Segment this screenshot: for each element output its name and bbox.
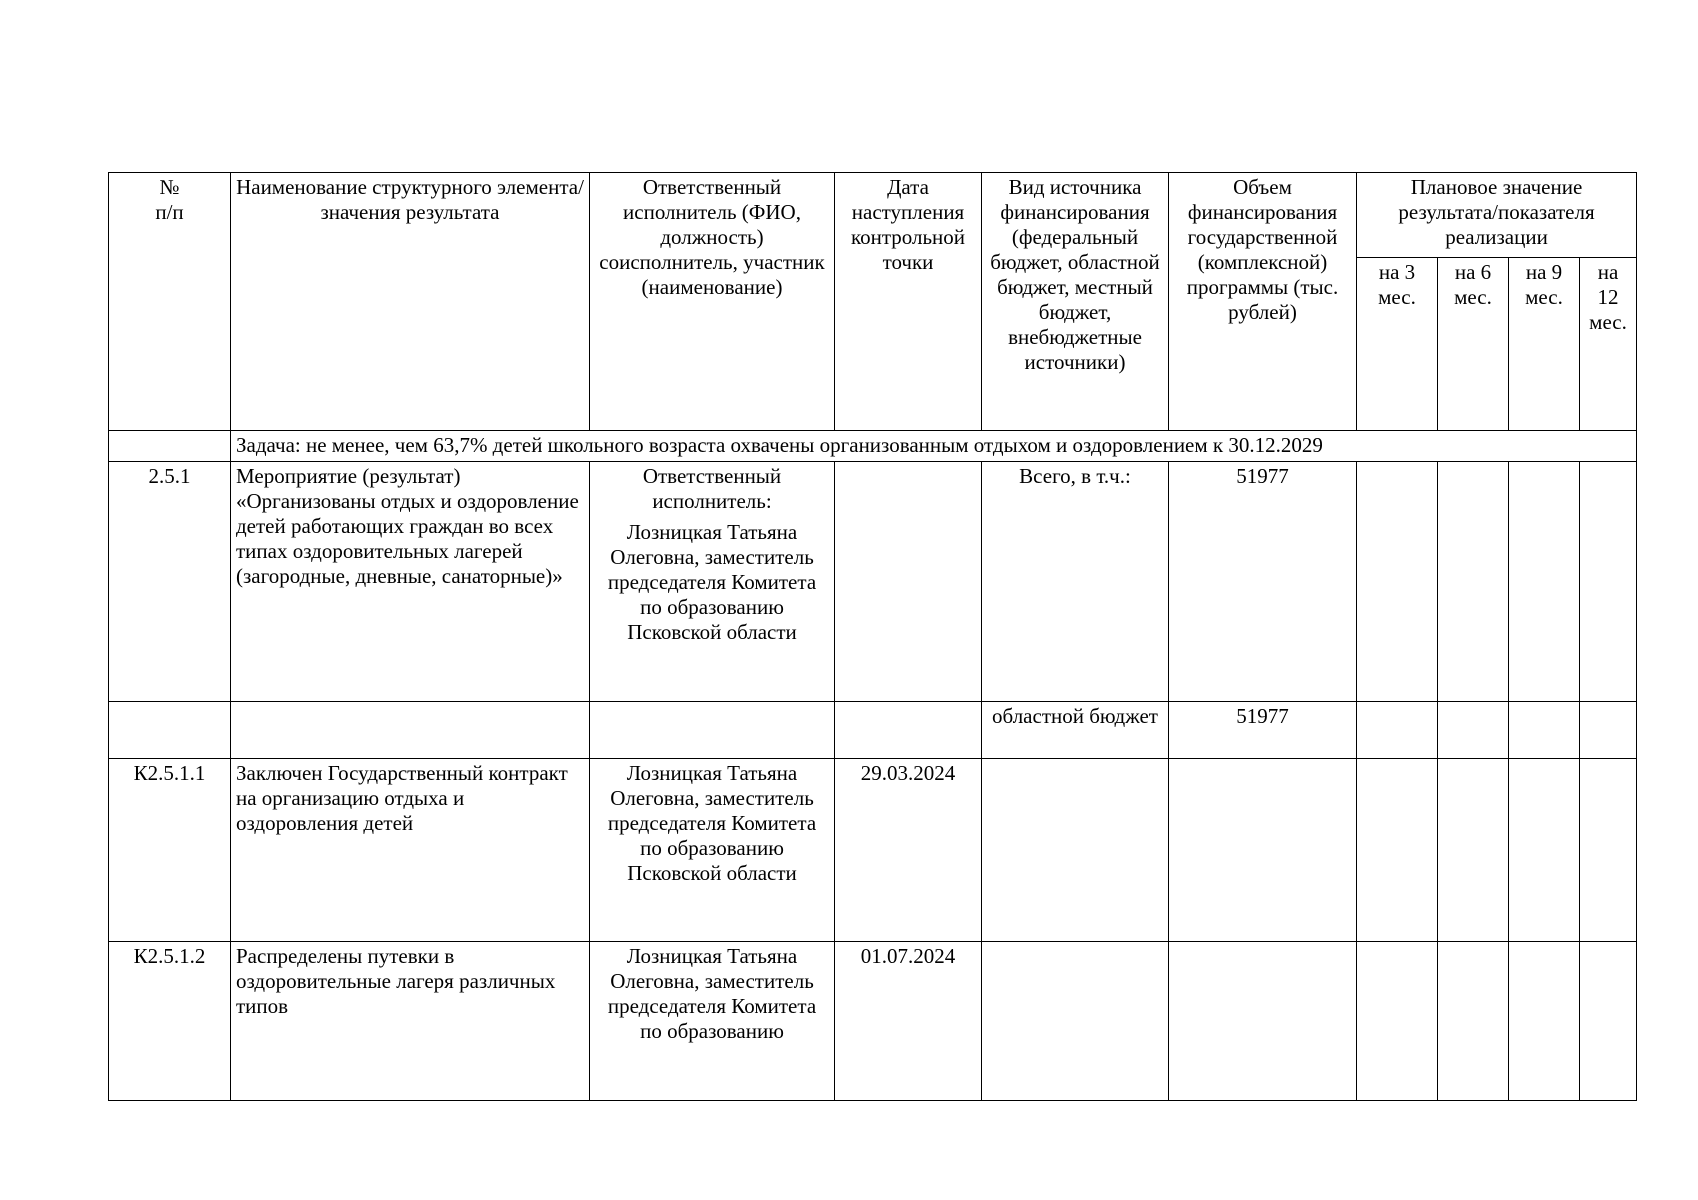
responsible-label: Ответственный исполнитель: (642, 464, 782, 513)
row-num (109, 702, 231, 759)
row-m9 (1509, 462, 1580, 702)
row-source (982, 759, 1169, 942)
header-num: № п/п (109, 173, 231, 431)
header-source: Вид источника финансирования (федеральный бюджет, областной бюджет, местный бюджет, внебюджетные источники) (982, 173, 1169, 431)
row-m12 (1580, 759, 1637, 942)
row-volume (1169, 942, 1357, 1101)
row-m9 (1509, 759, 1580, 942)
header-m12: на 12 мес. (1580, 258, 1637, 431)
table-row (109, 759, 1637, 942)
header-name: Наименование структурного элемента/ значения результата (231, 173, 590, 431)
responsible-text: Лозницкая Татьяна Олеговна, заместитель председателя Комитета по образованию Псковской области (607, 520, 817, 644)
row-date: 01.07.2024 (835, 942, 982, 1101)
header-row (109, 173, 1637, 258)
header-m9: на 9 мес. (1509, 258, 1580, 431)
row-m9 (1509, 702, 1580, 759)
row-name (231, 702, 590, 759)
table-row (109, 702, 1637, 759)
row-responsible (590, 462, 835, 702)
header-planned: Плановое значение результата/показателя реализации (1357, 173, 1637, 258)
row-m9 (1509, 942, 1580, 1101)
row-name: Распределены путевки в оздоровительные лагеря различных типов (231, 942, 590, 1101)
row-m3 (1357, 942, 1438, 1101)
row-num: К2.5.1.2 (109, 942, 231, 1101)
row-m6 (1438, 759, 1509, 942)
row-m6 (1438, 702, 1509, 759)
row-source: Всего, в т.ч.: (982, 462, 1169, 702)
row-responsible (590, 702, 835, 759)
header-volume: Объем финансирования государственной (комплексной) программы (тыс. рублей) (1169, 173, 1357, 431)
row-volume: 51977 (1169, 462, 1357, 702)
row-responsible: Лозницкая Татьяна Олеговна, заместитель председателя Комитета по образованию Псковской области (590, 759, 835, 942)
row-m6 (1438, 942, 1509, 1101)
row-m3 (1357, 462, 1438, 702)
header-m3: на 3 мес. (1357, 258, 1438, 431)
row-num: К2.5.1.1 (109, 759, 231, 942)
header-responsible: Ответственный исполнитель (ФИО, должность) соисполнитель, участник (наименование) (590, 173, 835, 431)
row-m3 (1357, 702, 1438, 759)
plan-table (108, 172, 1637, 1101)
row-date (835, 702, 982, 759)
task-row (109, 431, 1637, 462)
task-num-cell (109, 431, 231, 462)
row-name: Мероприятие (результат) «Организованы отдых и оздоровление детей работающих граждан во всех типах оздоровительных лагерей (загородные, дневные, санаторные)» (231, 462, 590, 702)
task-text: Задача: не менее, чем 63,7% детей школьного возраста охвачены организованным отдыхом и оздоровлением к 30.12.2029 (231, 431, 1637, 462)
row-source: областной бюджет (982, 702, 1169, 759)
row-m6 (1438, 462, 1509, 702)
row-responsible: Лозницкая Татьяна Олеговна, заместитель председателя Комитета по образованию (590, 942, 835, 1101)
table-row (109, 942, 1637, 1101)
row-m3 (1357, 759, 1438, 942)
row-num: 2.5.1 (109, 462, 231, 702)
header-m6: на 6 мес. (1438, 258, 1509, 431)
table-row (109, 462, 1637, 702)
row-name: Заключен Государственный контракт на организацию отдыха и оздоровления детей (231, 759, 590, 942)
row-m12 (1580, 942, 1637, 1101)
row-date: 29.03.2024 (835, 759, 982, 942)
row-volume (1169, 759, 1357, 942)
row-volume: 51977 (1169, 702, 1357, 759)
header-date: Дата наступления контрольной точки (835, 173, 982, 431)
row-m12 (1580, 462, 1637, 702)
row-m12 (1580, 702, 1637, 759)
row-date (835, 462, 982, 702)
row-source (982, 942, 1169, 1101)
